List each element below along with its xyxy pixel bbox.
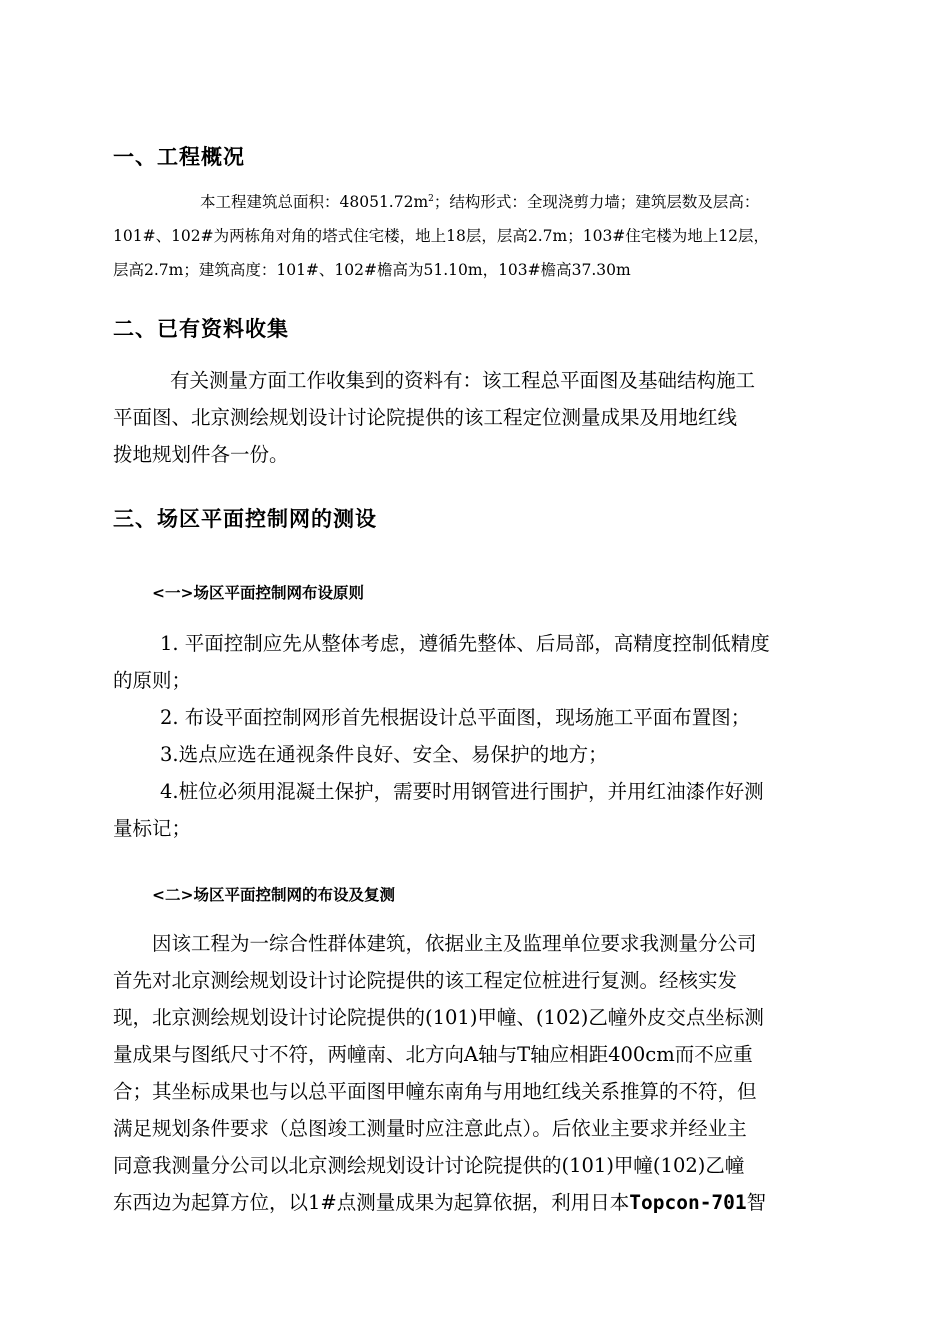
instrument-model: Topcon-701 bbox=[629, 1191, 747, 1214]
section-heading-materials: 二、已有资料收集 bbox=[113, 317, 289, 341]
subheading-layout-and-recheck: <二>场区平面控制网的布设及复测 bbox=[152, 886, 395, 904]
subheading-layout-principles: <一>场区平面控制网布设原则 bbox=[152, 584, 364, 602]
recheck-line-5: 合；其坐标成果也与以总平面图甲幢东南角与用地红线关系推算的不符，但 bbox=[113, 1080, 757, 1103]
recheck-line-8-text: 东西边为起算方位，以1#点测量成果为起算依据，利用日本 bbox=[113, 1191, 630, 1214]
overview-line-1-text: 本工程建筑总面积：48051.72m bbox=[200, 193, 429, 211]
section-heading-control-network: 三、场区平面控制网的测设 bbox=[113, 507, 377, 531]
recheck-line-8-tail: 智 bbox=[746, 1191, 767, 1214]
principle-item-4: 4.桩位必须用混凝土保护，需要时用钢管进行围护，并用红油漆作好测 bbox=[160, 780, 764, 803]
recheck-line-1: 因该工程为一综合性群体建筑，依据业主及监理单位要求我测量分公司 bbox=[152, 932, 757, 955]
principle-item-2: 2. 布设平面控制网形首先根据设计总平面图，现场施工平面布置图； bbox=[160, 706, 751, 729]
materials-line-1: 有关测量方面工作收集到的资料有：该工程总平面图及基础结构施工 bbox=[170, 369, 756, 392]
materials-line-3: 拨地规划件各一份。 bbox=[113, 443, 289, 466]
principle-item-3: 3.选点应选在通视条件良好、安全、易保护的地方； bbox=[160, 743, 608, 766]
recheck-line-3: 现，北京测绘规划设计讨论院提供的(101)甲幢、(102)乙幢外皮交点坐标测 bbox=[113, 1006, 764, 1029]
overview-line-1-cont: ；结构形式：全现浇剪力墙；建筑层数及层高： bbox=[433, 193, 760, 211]
section-heading-overview: 一、工程概况 bbox=[113, 145, 245, 169]
recheck-line-8 bbox=[113, 1187, 766, 1215]
overview-line-2: 101#、102#为两栋角对角的塔式住宅楼，地上18层，层高2.7m；103#住宅楼为地上12层， bbox=[113, 227, 770, 245]
recheck-line-4: 量成果与图纸尺寸不符，两幢南、北方向A轴与T轴应相距400cm而不应重 bbox=[113, 1043, 753, 1066]
principle-item-4-cont: 量标记； bbox=[113, 817, 192, 840]
overview-line-1 bbox=[200, 190, 759, 212]
principle-item-1: 1. 平面控制应先从整体考虑，遵循先整体、后局部，高精度控制低精度 bbox=[160, 632, 770, 655]
superscript-2: 2 bbox=[428, 193, 434, 204]
recheck-line-2: 首先对北京测绘规划设计讨论院提供的该工程定位桩进行复测。经核实发 bbox=[113, 969, 738, 992]
recheck-line-6: 满足规划条件要求（总图竣工测量时应注意此点）。后依业主要求并经业主 bbox=[113, 1117, 747, 1140]
principle-item-1-cont: 的原则； bbox=[113, 669, 192, 692]
overview-line-3: 层高2.7m；建筑高度：101#、102#檐高为51.10m，103#檐高37.30m bbox=[113, 261, 631, 279]
recheck-line-7: 同意我测量分公司以北京测绘规划设计讨论院提供的(101)甲幢(102)乙幢 bbox=[113, 1154, 745, 1177]
materials-line-2: 平面图、北京测绘规划设计讨论院提供的该工程定位测量成果及用地红线 bbox=[113, 406, 738, 429]
